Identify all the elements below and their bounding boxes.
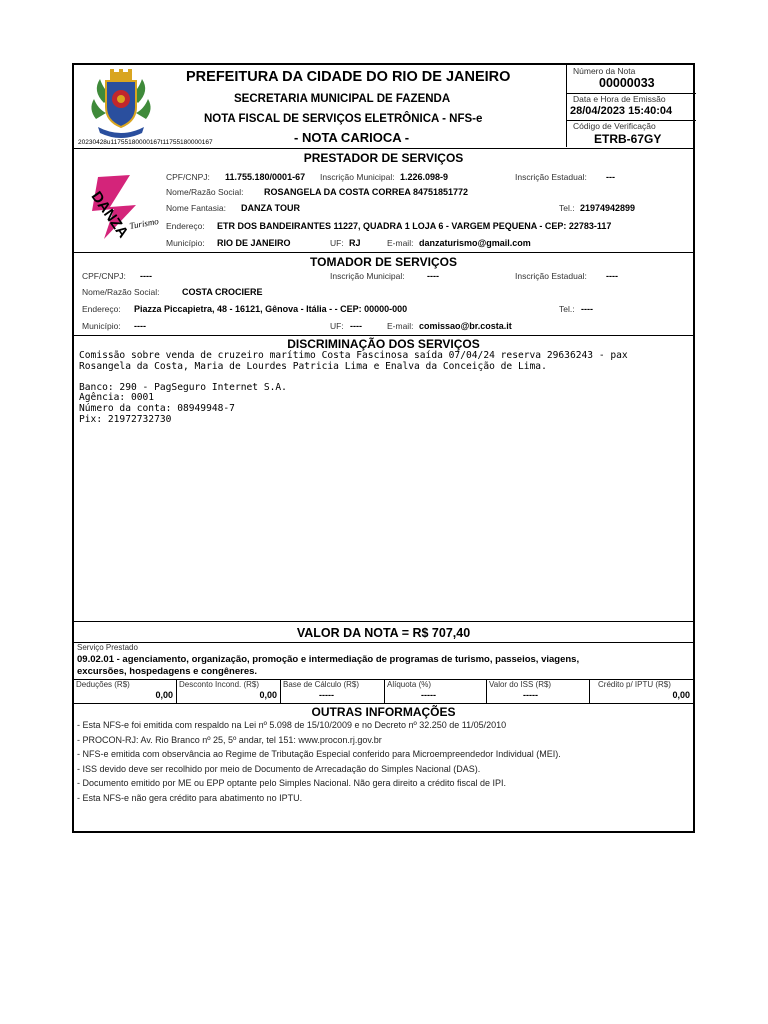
discriminacao-line: Comissão sobre venda de cruzeiro marítimo Costa Fascinosa saída 07/04/24 reserva 29636243 - pax — [79, 350, 628, 361]
prestador-fantasia-label: Nome Fantasia: — [166, 203, 226, 213]
tributo-desconto — [177, 679, 281, 703]
discriminacao-line: Rosangela da Costa, Maria de Lourdes Patricia Lima e Enalva da Conceição de Lima. — [79, 360, 547, 372]
prestador-ie: --- — [606, 172, 615, 182]
tomador-email-label: E-mail: — [387, 321, 414, 331]
prestador-title: PRESTADOR DE SERVIÇOS — [303, 151, 464, 165]
discriminacao-title: DISCRIMINAÇÃO DOS SERVIÇOS — [287, 337, 480, 351]
tributo-label: Deduções (R$) — [76, 680, 130, 689]
tributo-label: Desconto Incond. (R$) — [179, 680, 260, 689]
prestador-fantasia: DANZA TOUR — [241, 203, 300, 213]
tributo-value: 0,00 — [259, 690, 277, 700]
tomador-uf-label: UF: — [330, 321, 344, 331]
codigo-value: ETRB-67GY — [594, 132, 662, 146]
tomador-endereco-label: Endereço: — [82, 304, 121, 314]
outras-line: - PROCON-RJ: Av. Rio Branco nº 25, 5º andar, tel 151: www.procon.rj.gov.br — [77, 734, 382, 745]
tributo-value: ----- — [421, 690, 436, 700]
outras-line: - Esta NFS-e foi emitida com respaldo na Lei nº 5.098 de 15/10/2009 e no Decreto nº 32.250 de 11/05/2010 — [77, 720, 507, 730]
tomador-cnpj: ---- — [140, 271, 152, 281]
nfse-document — [72, 63, 695, 833]
tributo-value: 0,00 — [155, 690, 173, 700]
tributo-label: Valor do ISS (R$) — [489, 680, 552, 689]
prestador-cnpj-label: CPF/CNPJ: — [166, 172, 210, 182]
prestador-im-label: Inscrição Municipal: — [320, 172, 395, 182]
prestador-uf: RJ — [349, 238, 361, 248]
prestador-razao-label: Nome/Razão Social: — [166, 187, 244, 197]
data-value: 28/04/2023 15:40:04 — [570, 105, 673, 117]
data-label: Data e Hora de Emissão — [573, 94, 666, 104]
tomador-tel-label: Tel.: — [559, 304, 575, 314]
tomador-tel: ---- — [581, 304, 593, 314]
prestador-municipio: RIO DE JANEIRO — [217, 238, 291, 248]
tributo-label: Crédito p/ IPTU (R$) — [598, 680, 671, 689]
prestador-endereco-label: Endereço: — [166, 221, 205, 231]
outras-line: - NFS-e emitida com observância ao Regime de Tributação Especial conferido para Microempreendedor Individual (MEI). — [77, 749, 561, 759]
logo-text: DANZA — [87, 188, 132, 242]
discriminacao-line: Número da conta: 08949948-7 — [79, 402, 235, 414]
meta-box — [566, 65, 696, 147]
coat-of-arms-icon — [82, 69, 160, 139]
prestador-im: 1.226.098-9 — [400, 172, 449, 182]
tomador-endereco: Piazza Piccapietra, 48 - 16121, Gênova - Itália - - CEP: 00000-000 — [134, 304, 408, 314]
header-subtitle: SECRETARIA MUNICIPAL DE FAZENDA — [234, 93, 451, 105]
tomador-im: ---- — [427, 271, 439, 281]
outras-line: - ISS devido deve ser recolhido por meio de Documento de Arrecadação do Simples Nacional (DAS). — [77, 763, 481, 774]
discriminacao-line: Banco: 290 - PagSeguro Internet S.A. — [79, 381, 287, 393]
tributo-aliquota — [385, 679, 487, 703]
prestador-endereco: ETR DOS BANDEIRANTES 11227, QUADRA 1 LOJA 6 - VARGEM PEQUENA - CEP: 22783-117 — [217, 221, 612, 231]
tomador-municipio: ---- — [134, 321, 146, 331]
tomador-ie: ---- — [606, 271, 618, 281]
tomador-cnpj-label: CPF/CNPJ: — [82, 271, 126, 281]
tomador-razao: COSTA CROCIERE — [182, 287, 263, 297]
servico-line-2: excursões, hospedagens e congêneres. — [77, 666, 258, 677]
prestador-municipio-label: Município: — [166, 238, 205, 248]
tributo-label: Alíquota (%) — [387, 680, 432, 689]
discriminacao-body — [79, 351, 628, 425]
tomador-im-label: Inscrição Municipal: — [330, 271, 405, 281]
prestador-razao: ROSANGELA DA COSTA CORREA 84751851772 — [264, 187, 469, 197]
prestador-tel: 21974942899 — [580, 203, 636, 213]
tributo-credito-iptu — [590, 679, 693, 703]
prestador-uf-label: UF: — [330, 238, 344, 248]
nota-carioca-title: - NOTA CARIOCA - — [294, 130, 410, 145]
servico-label: Serviço Prestado — [77, 643, 138, 652]
tributos-row — [74, 679, 693, 703]
numero-value: 00000033 — [599, 76, 655, 90]
tomador-title: TOMADOR DE SERVIÇOS — [310, 255, 457, 269]
header-title: PREFEITURA DA CIDADE DO RIO DE JANEIRO — [186, 69, 511, 85]
prestador-cnpj: 11.755.180/0001-67 — [225, 172, 306, 182]
logo-subtext: Turismo — [128, 215, 160, 231]
nfse-title: NOTA FISCAL DE SERVIÇOS ELETRÔNICA - NFS-e — [204, 113, 483, 125]
discriminacao-line: Agência: 0001 — [79, 392, 155, 404]
tributo-deducoes — [74, 679, 177, 703]
tributo-value: 0,00 — [672, 690, 690, 700]
servico-line-1: 09.02.01 - agenciamento, organização, promoção e intermediação de programas de turismo, passeios, viagens, — [77, 654, 580, 665]
tomador-ie-label: Inscrição Estadual: — [515, 271, 587, 281]
barcode-text: 20230428u11755180000167t11755180000167 — [78, 139, 213, 146]
tributo-value: ----- — [319, 690, 334, 700]
codigo-label: Código de Verificação — [573, 121, 656, 131]
tributo-value: ----- — [523, 690, 538, 700]
prestador-email-label: E-mail: — [387, 238, 414, 248]
outras-line: - Esta NFS-e não gera crédito para abatimento no IPTU. — [77, 792, 303, 803]
tomador-municipio-label: Município: — [82, 321, 121, 331]
prestador-email: danzaturismo@gmail.com — [419, 238, 531, 248]
outras-title: OUTRAS INFORMAÇÕES — [311, 705, 456, 719]
numero-label: Número da Nota — [573, 66, 636, 76]
valor-nota: VALOR DA NOTA = R$ 707,40 — [296, 626, 471, 640]
tomador-uf: ---- — [350, 321, 362, 331]
tomador-razao-label: Nome/Razão Social: — [82, 287, 160, 297]
tributo-valor-iss — [487, 679, 590, 703]
danza-logo-icon — [80, 169, 164, 245]
prestador-ie-label: Inscrição Estadual: — [515, 172, 587, 182]
outras-body — [77, 718, 561, 805]
discriminacao-line: Pix: 21972732730 — [79, 413, 172, 425]
tributo-base-calculo — [281, 679, 385, 703]
tomador-email: comissao@br.costa.it — [419, 321, 512, 331]
outras-line: - Documento emitido por ME ou EPP optante pelo Simples Nacional. Não gera direito a crédito fiscal de IPI. — [77, 778, 507, 788]
tributo-label: Base de Cálculo (R$) — [283, 680, 360, 689]
prestador-tel-label: Tel.: — [559, 203, 575, 213]
